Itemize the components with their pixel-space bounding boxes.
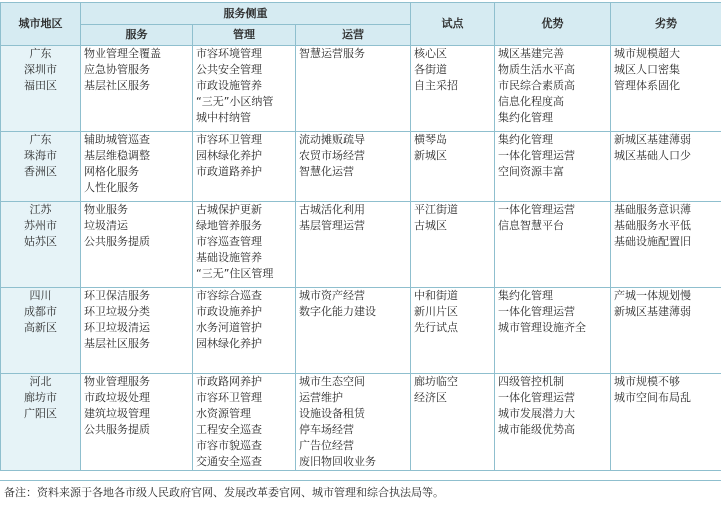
disadvantage-item: 基础设施配置旧: [614, 235, 691, 248]
operation-item: 智慧运营服务: [299, 47, 365, 60]
service-cell: [81, 374, 193, 471]
management-item: 工程安全巡查: [196, 423, 262, 436]
service-item: 人性化服务: [84, 181, 139, 194]
table-row: [1, 374, 721, 471]
management-item: 古城保护更新: [196, 203, 262, 216]
region-line: 高新区: [24, 321, 57, 334]
disadvantage-cell: [611, 374, 721, 471]
table-row: [1, 46, 721, 132]
management-item: 基础设施管养: [196, 251, 262, 264]
advantage-item: 城市发展潜力大: [498, 407, 575, 420]
management-item: “三无”住区管理: [196, 267, 274, 280]
region-line: 深圳市: [24, 63, 57, 76]
management-item: 交通安全巡查: [196, 455, 262, 468]
disadvantage-item: 基础服务意识薄: [614, 203, 691, 216]
operation-item: 设施设备租赁: [299, 407, 365, 420]
service-cell: [81, 288, 193, 374]
region-line: 廊坊市: [24, 391, 57, 404]
service-item: 应急协管服务: [84, 63, 150, 76]
operation-cell: [296, 288, 411, 374]
operation-item: 运营维护: [299, 391, 343, 404]
pilot-item: 先行试点: [414, 321, 458, 334]
header-region: 城市地区: [1, 3, 81, 46]
management-item: 市容巡查管理: [196, 235, 262, 248]
advantage-cell: [495, 202, 611, 288]
table-body: [1, 46, 721, 471]
management-item: “三无”小区纳管: [196, 95, 274, 108]
pilot-item: 新川片区: [414, 305, 458, 318]
pilot-item: 中和街道: [414, 289, 458, 302]
operation-item: 广告位经营: [299, 439, 354, 452]
region-line: 广东: [29, 133, 52, 146]
region-line: 江苏: [29, 203, 52, 216]
region-cell: [1, 288, 81, 374]
advantage-cell: [495, 46, 611, 132]
operation-item: 农贸市场经营: [299, 149, 365, 162]
operation-item: 城市生态空间: [299, 375, 365, 388]
header-service: 服务: [81, 25, 193, 46]
management-item: 市容环境管理: [196, 47, 262, 60]
operation-cell: [296, 202, 411, 288]
region-cell: [1, 374, 81, 471]
management-cell: [193, 288, 296, 374]
header-service-side: 服务侧重: [81, 3, 411, 25]
disadvantage-item: 城市规模超大: [614, 47, 680, 60]
management-item: 水务河道管护: [196, 321, 262, 334]
disadvantage-item: 城市规模不够: [614, 375, 680, 388]
region-line: 广东: [29, 47, 52, 60]
disadvantage-item: 新城区基建薄弱: [614, 305, 691, 318]
disadvantage-item: 城区基础人口少: [614, 149, 691, 162]
advantage-item: 一体化管理运营: [498, 203, 575, 216]
pilot-cell: [411, 202, 495, 288]
service-item: 建筑垃圾管理: [84, 407, 150, 420]
advantage-item: 集约化管理: [498, 111, 553, 124]
management-cell: [193, 132, 296, 202]
disadvantage-cell: [611, 202, 721, 288]
operation-cell: [296, 46, 411, 132]
disadvantage-item: 城区人口密集: [614, 63, 680, 76]
region-line: 河北: [29, 375, 52, 388]
service-cell: [81, 46, 193, 132]
service-item: 公共服务提质: [84, 235, 150, 248]
service-item: 物业管理全覆盖: [84, 47, 161, 60]
advantage-item: 一体化管理运营: [498, 391, 575, 404]
disadvantage-item: 管理体系固化: [614, 79, 680, 92]
advantage-item: 城市能级优势高: [498, 423, 575, 436]
operation-item: 流动摊贩疏导: [299, 133, 365, 146]
region-cell: [1, 46, 81, 132]
operation-item: 城市资产经营: [299, 289, 365, 302]
service-item: 基层社区服务: [84, 79, 150, 92]
service-item: 环卫垃圾清运: [84, 321, 150, 334]
management-item: 市容环卫管理: [196, 391, 262, 404]
advantage-item: 信息化程度高: [498, 95, 564, 108]
advantage-item: 空间资源丰富: [498, 165, 564, 178]
disadvantage-item: 基础服务水平低: [614, 219, 691, 232]
advantage-cell: [495, 374, 611, 471]
header-management: 管理: [193, 25, 296, 46]
table-row: [1, 288, 721, 374]
management-item: 园林绿化养护: [196, 337, 262, 350]
pilot-item: 各街道: [414, 63, 447, 76]
operation-cell: [296, 374, 411, 471]
service-item: 公共服务提质: [84, 423, 150, 436]
management-item: 园林绿化养护: [196, 149, 262, 162]
advantage-item: 物质生活水平高: [498, 63, 575, 76]
advantage-item: 一体化管理运营: [498, 149, 575, 162]
pilot-cell: [411, 132, 495, 202]
operation-item: 古城活化利用: [299, 203, 365, 216]
pilot-item: 新城区: [414, 149, 447, 162]
service-item: 市政垃圾处理: [84, 391, 150, 404]
management-cell: [193, 202, 296, 288]
pilot-item: 自主采招: [414, 79, 458, 92]
header-disadvantage: 劣势: [611, 3, 721, 46]
region-line: 成都市: [24, 305, 57, 318]
operation-cell: [296, 132, 411, 202]
management-item: 市容环卫管理: [196, 133, 262, 146]
advantage-item: 城市管理设施齐全: [498, 321, 586, 334]
disadvantage-cell: [611, 132, 721, 202]
advantage-item: 四级管控机制: [498, 375, 564, 388]
region-cell: [1, 202, 81, 288]
management-cell: [193, 374, 296, 471]
advantage-item: 集约化管理: [498, 133, 553, 146]
management-item: 绿地管养服务: [196, 219, 262, 232]
management-cell: [193, 46, 296, 132]
operation-item: 停车场经营: [299, 423, 354, 436]
management-item: 市政路网养护: [196, 375, 262, 388]
service-item: 基层维稳调整: [84, 149, 150, 162]
region-cell: [1, 132, 81, 202]
service-cell: [81, 132, 193, 202]
region-line: 珠海市: [24, 149, 57, 162]
header-pilot: 试点: [411, 3, 495, 46]
pilot-item: 经济区: [414, 391, 447, 404]
service-cell: [81, 202, 193, 288]
service-item: 环卫垃圾分类: [84, 305, 150, 318]
pilot-item: 横琴岛: [414, 133, 447, 146]
service-item: 辅助城管巡查: [84, 133, 150, 146]
comparison-table: [0, 2, 721, 471]
table-row: [1, 132, 721, 202]
management-item: 市容综合巡查: [196, 289, 262, 302]
service-item: 物业服务: [84, 203, 128, 216]
table-row: [1, 202, 721, 288]
advantage-item: 一体化管理运营: [498, 305, 575, 318]
region-line: 香洲区: [24, 165, 57, 178]
pilot-cell: [411, 288, 495, 374]
disadvantage-item: 产城一体规划慢: [614, 289, 691, 302]
service-item: 垃圾清运: [84, 219, 128, 232]
advantage-item: 市民综合素质高: [498, 79, 575, 92]
region-line: 苏州市: [24, 219, 57, 232]
disadvantage-item: 城市空间布局乱: [614, 391, 691, 404]
pilot-item: 平江街道: [414, 203, 458, 216]
region-line: 姑苏区: [24, 235, 57, 248]
operation-item: 废旧物回收业务: [299, 455, 376, 468]
management-item: 市政设施管养: [196, 79, 262, 92]
region-line: 四川: [29, 289, 52, 302]
header-operation: 运营: [296, 25, 411, 46]
service-item: 环卫保洁服务: [84, 289, 150, 302]
header-advantage: 优势: [495, 3, 611, 46]
management-item: 公共安全管理: [196, 63, 262, 76]
pilot-item: 廊坊临空: [414, 375, 458, 388]
source-note: 备注：资料来源于各地各市级人民政府官网、发展改革委官网、城市管理和综合执法局等。: [4, 486, 444, 499]
advantage-item: 集约化管理: [498, 289, 553, 302]
management-item: 市政设施养护: [196, 305, 262, 318]
operation-item: 基层管理运营: [299, 219, 365, 232]
pilot-cell: [411, 46, 495, 132]
service-item: 物业管理服务: [84, 375, 150, 388]
advantage-item: 城区基建完善: [498, 47, 564, 60]
pilot-item: 古城区: [414, 219, 447, 232]
region-line: 福田区: [24, 79, 57, 92]
service-item: 基层社区服务: [84, 337, 150, 350]
advantage-cell: [495, 288, 611, 374]
management-item: 水资源管理: [196, 407, 251, 420]
advantage-item: 信息智慧平台: [498, 219, 564, 232]
disadvantage-cell: [611, 288, 721, 374]
operation-item: 数字化能力建设: [299, 305, 376, 318]
disadvantage-item: 新城区基建薄弱: [614, 133, 691, 146]
management-item: 市政道路养护: [196, 165, 262, 178]
disadvantage-cell: [611, 46, 721, 132]
note-divider: [0, 480, 721, 481]
pilot-item: 核心区: [414, 47, 447, 60]
management-item: 城中村纳管: [196, 111, 251, 124]
pilot-cell: [411, 374, 495, 471]
operation-item: 智慧化运营: [299, 165, 354, 178]
advantage-cell: [495, 132, 611, 202]
management-item: 市容市貌巡查: [196, 439, 262, 452]
service-item: 网格化服务: [84, 165, 139, 178]
region-line: 广阳区: [24, 407, 57, 420]
